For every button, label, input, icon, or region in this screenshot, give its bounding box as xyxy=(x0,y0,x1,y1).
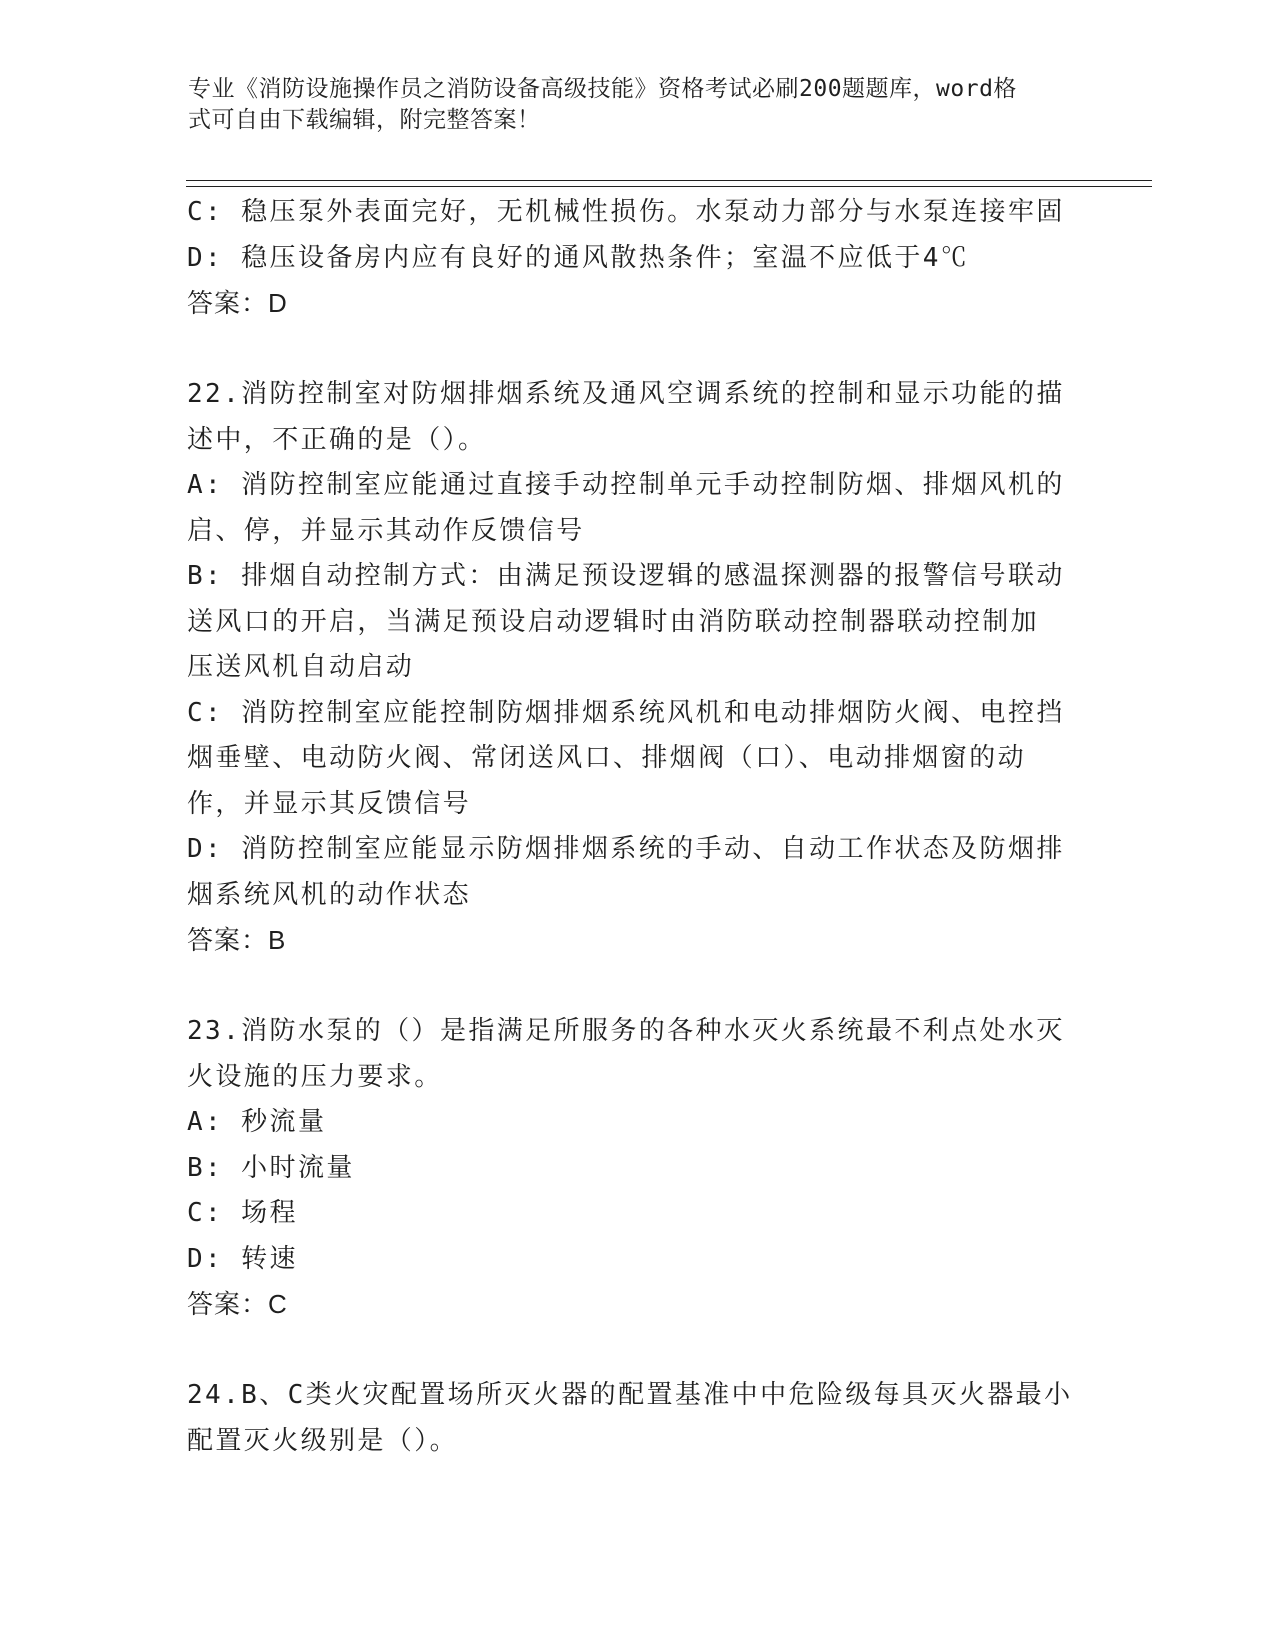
option-c: C: 稳压泵外表面完好，无机械性损伤。水泵动力部分与水泵连接牢固 xyxy=(187,197,1065,227)
header-title-line-1: 专业《消防设施操作员之消防设备高级技能》资格考试必刷200题题库，word格 xyxy=(188,76,1017,102)
option-b-cont: 压送风机自动启动 xyxy=(187,652,415,682)
option-c: C: 消防控制室应能控制防烟排烟系统风机和电动排烟防火阀、电控挡 xyxy=(187,697,1065,728)
question-stem-line: 24.B、C类火灾配置场所灭火器的配置基准中中危险级每具灭火器最小 xyxy=(187,1380,1073,1410)
header-title-line-2: 式可自由下载编辑，附完整答案！ xyxy=(188,107,541,133)
question-stem-line: 23.消防水泵的（）是指满足所服务的各种水灭火系统最不利点处水灭 xyxy=(187,1016,1065,1046)
option-d: D: 消防控制室应能显示防烟排烟系统的手动、自动工作状态及防烟排 xyxy=(187,834,1065,864)
question-22 xyxy=(187,372,1087,964)
question-stem-line: 火设施的压力要求。 xyxy=(187,1061,443,1092)
answer-line: 答案：B xyxy=(187,925,287,955)
question-24 xyxy=(187,1373,1087,1464)
header-rule-top xyxy=(186,180,1152,181)
option-c: C: 场程 xyxy=(187,1198,298,1228)
option-d: D: 稳压设备房内应有良好的通风散热条件；室温不应低于4℃ xyxy=(187,242,970,273)
spacer xyxy=(187,1328,1087,1374)
header-rule-bottom xyxy=(186,186,1152,187)
option-d: D: 转速 xyxy=(187,1243,298,1274)
option-c-cont: 作，并显示其反馈信号 xyxy=(187,788,472,819)
option-a-cont: 启、停，并显示其动作反馈信号 xyxy=(187,515,585,546)
spacer xyxy=(187,964,1087,1010)
answer-line: 答案：D xyxy=(187,288,288,318)
option-b-cont: 送风口的开启，当满足预设启动逻辑时由消防联动控制器联动控制加 xyxy=(187,606,1040,637)
question-23 xyxy=(187,1009,1087,1328)
question-21 xyxy=(187,190,1087,327)
option-b: B: 小时流量 xyxy=(187,1152,355,1183)
option-b: B: 排烟自动控制方式：由满足预设逻辑的感温探测器的报警信号联动 xyxy=(187,561,1065,591)
question-stem-line: 配置灭火级别是（）。 xyxy=(187,1425,459,1456)
option-c-cont: 烟垂壁、电动防火阀、常闭送风口、排烟阀（口）、电动排烟窗的动 xyxy=(187,743,1027,773)
spacer xyxy=(187,327,1087,373)
question-stem-line: 22.消防控制室对防烟排烟系统及通风空调系统的控制和显示功能的描 xyxy=(187,379,1065,409)
option-a: A: 秒流量 xyxy=(187,1107,327,1137)
question-stem-line: 述中，不正确的是（）。 xyxy=(187,424,487,455)
option-a: A: 消防控制室应能通过直接手动控制单元手动控制防烟、排烟风机的 xyxy=(187,470,1065,500)
document-body xyxy=(187,190,1087,1464)
document-header xyxy=(188,74,1068,136)
option-d-cont: 烟系统风机的动作状态 xyxy=(187,879,472,910)
answer-line: 答案：C xyxy=(187,1289,288,1319)
